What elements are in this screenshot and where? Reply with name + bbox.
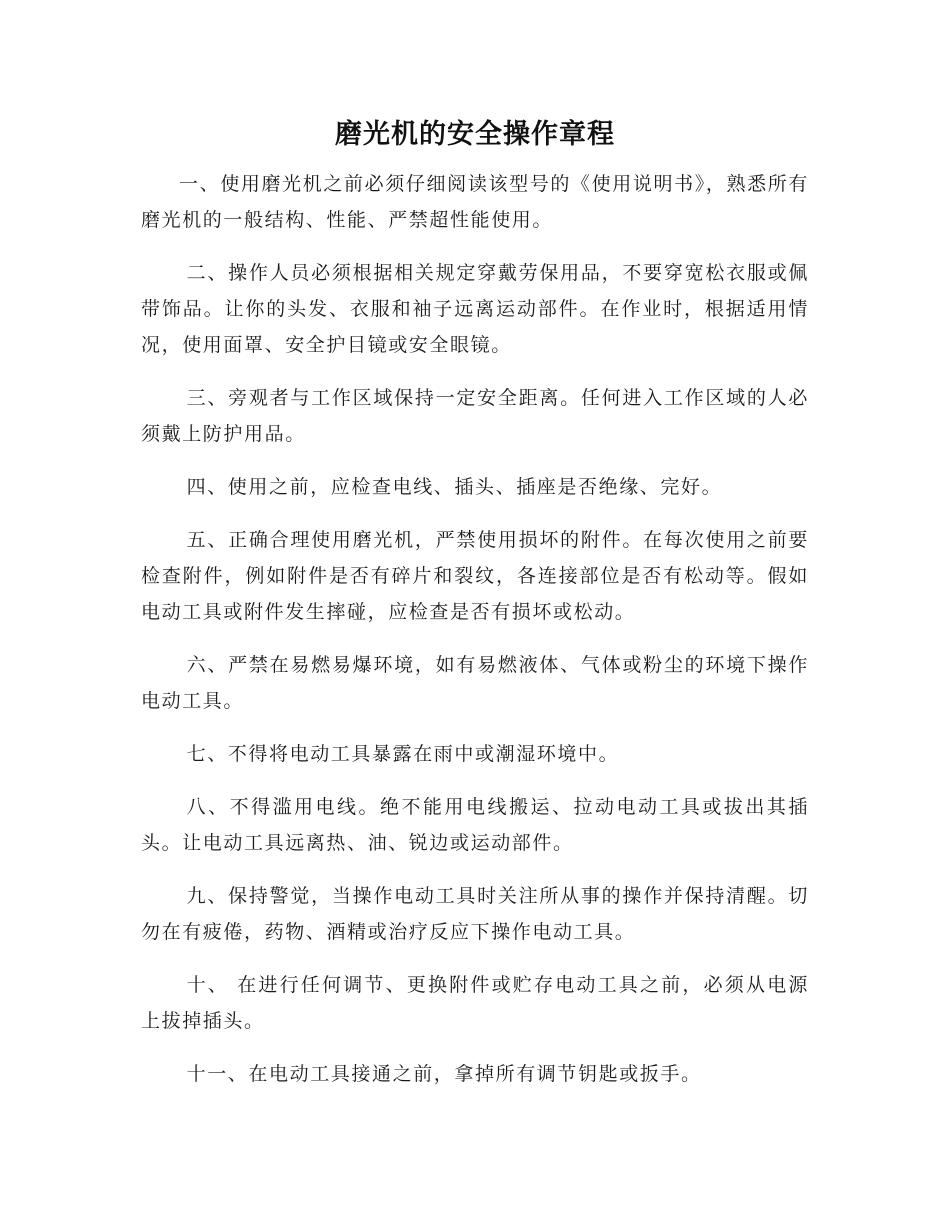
paragraph-7: 七、不得将电动工具暴露在雨中或潮湿环境中。 xyxy=(186,743,620,765)
paragraph-5: 五、正确合理使用磨光机，严禁使用损坏的附件。在每次使用之前要检查附件，例如附件是否有碎片和裂纹，各连接部位是否有松动等。假如电动工具或附件发生摔碰，应检查是否有损坏或松动。 xyxy=(141,529,809,623)
paragraph-9: 九、保持警觉，当操作电动工具时关注所从事的操作并保持清醒。切勿在有疲倦，药物、酒精或治疗反应下操作电动工具。 xyxy=(141,885,809,943)
document-title: 磨光机的安全操作章程 xyxy=(335,119,615,150)
paragraph-4: 四、使用之前，应检查电线、插头、插座是否绝缘、完好。 xyxy=(186,476,723,498)
paragraph-10: 十、 在进行任何调节、更换附件或贮存电动工具之前，必须从电源上拔掉插头。 xyxy=(141,974,809,1032)
paragraph-6: 六、严禁在易燃易爆环境，如有易燃液体、气体或粉尘的环境下操作电动工具。 xyxy=(141,654,809,712)
paragraph-8: 八、不得滥用电线。绝不能用电线搬运、拉动电动工具或拔出其插头。让电动工具远离热、油、锐边或运动部件。 xyxy=(141,796,809,854)
paragraph-1: 一、使用磨光机之前必须仔细阅读该型号的《使用说明书》，熟悉所有磨光机的一般结构、性能、严禁超性能使用。 xyxy=(141,173,809,231)
paragraph-2: 二、操作人员必须根据相关规定穿戴劳保用品，不要穿宽松衣服或佩带饰品。让你的头发、衣服和袖子远离运动部件。在作业时，根据适用情况，使用面罩、安全护目镜或安全眼镜。 xyxy=(141,262,809,356)
paragraph-11: 十一、在电动工具接通之前，拿掉所有调节钥匙或扳手。 xyxy=(186,1063,702,1085)
paragraph-3: 三、旁观者与工作区域保持一定安全距离。任何进入工作区域的人必须戴上防护用品。 xyxy=(141,387,809,445)
document-body xyxy=(141,166,809,1109)
